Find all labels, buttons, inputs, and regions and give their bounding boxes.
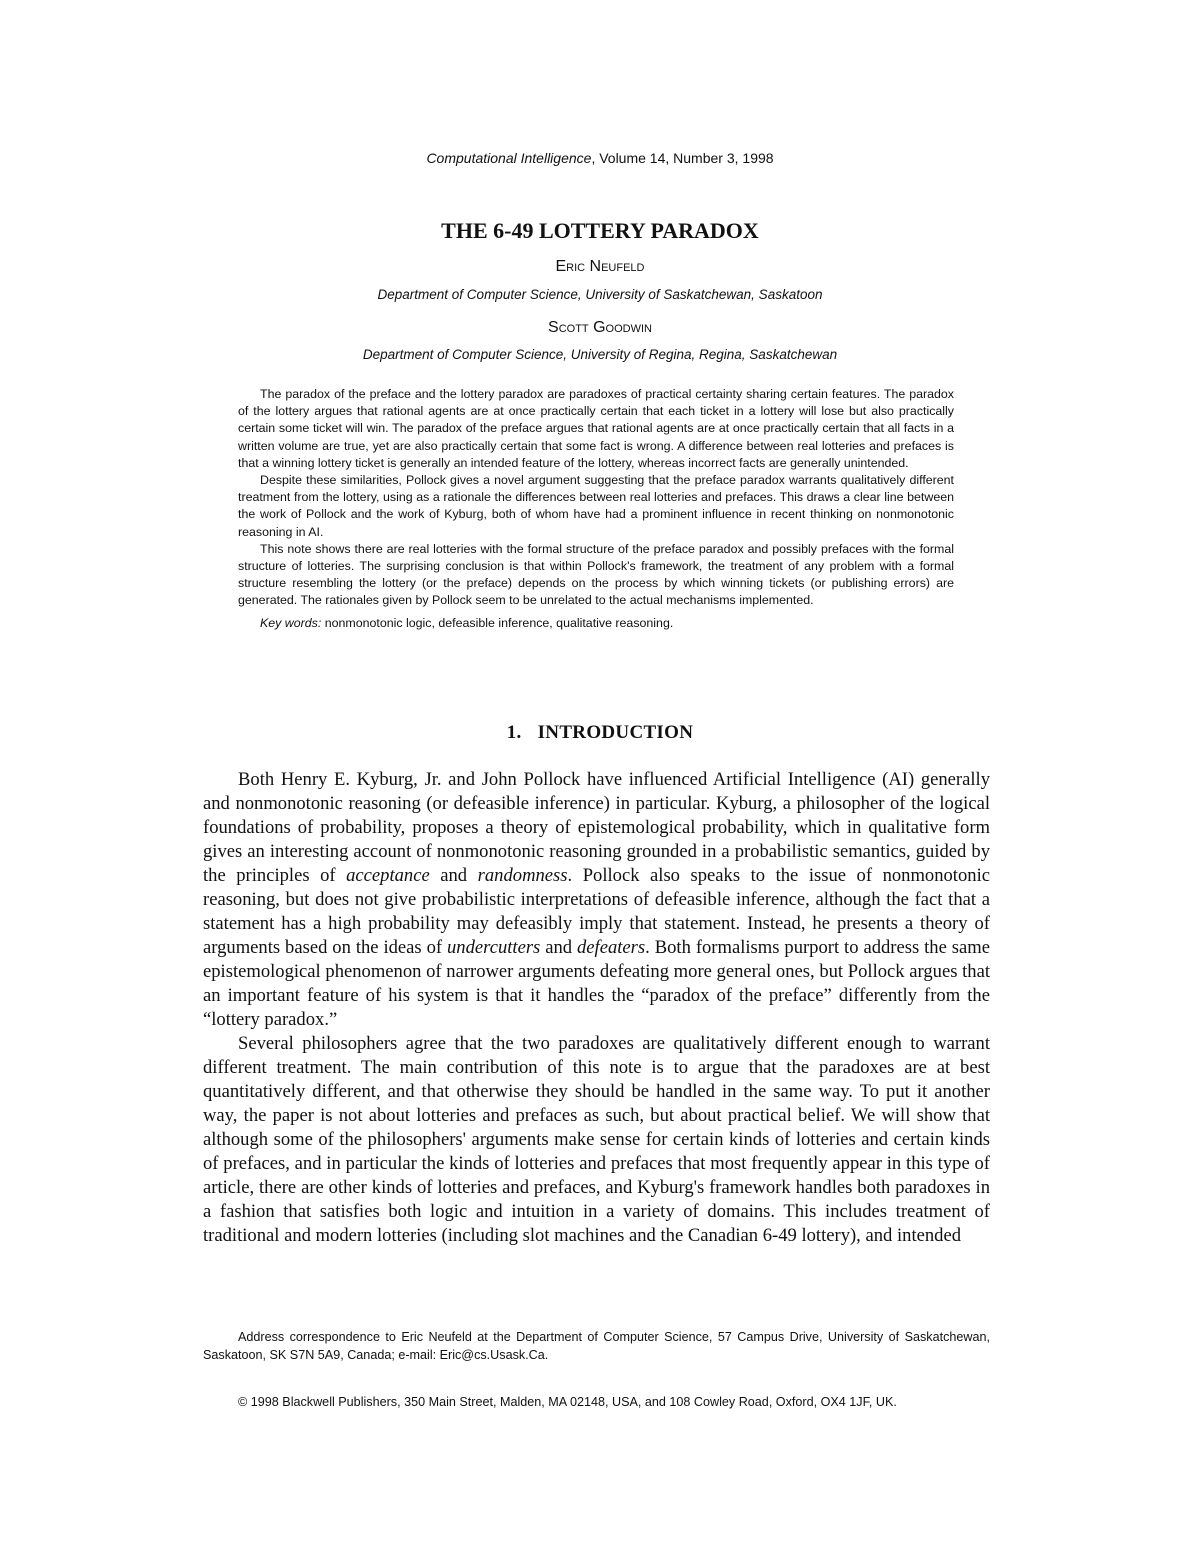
journal-details: , Volume 14, Number 3, 1998 bbox=[591, 150, 774, 166]
author-name: Eric Neufeld bbox=[555, 258, 645, 275]
author-affiliation: Department of Computer Science, University of Regina, Regina, Saskatchewan bbox=[362, 347, 838, 362]
keywords bbox=[238, 615, 954, 632]
journal-header bbox=[0, 150, 1200, 166]
abstract bbox=[238, 386, 954, 632]
emphasis: randomness bbox=[477, 865, 568, 886]
body-paragraph: Several philosophers agree that the two paradoxes are qualitatively different enough to warrant different treatment. The main contribution of this note is to argue that the paradoxes are at best quantitatively different, and that otherwise they should be handled in the same way. To put it another way, the paper is not about lotteries and prefaces as such, but about practical belief. We will show that although some of the philosophers' arguments make sense for certain kinds of lotteries and certain kinds of prefaces, and in particular the kinds of lotteries and prefaces that most frequently appear in this type of article, there are other kinds of lotteries and prefaces, and Kyburg's framework handles both paradoxes in a fashion that satisfies both logic and intuition in a variety of domains. This includes treatment of traditional and modern lotteries (including slot machines and the Canadian 6-49 lottery), and intended bbox=[203, 1033, 990, 1246]
section-title: INTRODUCTION bbox=[537, 722, 694, 743]
author-name: Scott Goodwin bbox=[548, 319, 652, 336]
author-affiliation: Department of Computer Science, University of Saskatchewan, Saskatoon bbox=[377, 287, 823, 302]
keywords-list: nonmonotonic logic, defeasible inference, qualitative reasoning. bbox=[321, 615, 674, 630]
body-text-run: and bbox=[429, 865, 478, 886]
abstract-paragraph: This note shows there are real lotteries with the formal structure of the preface paradox and possibly prefaces with the formal structure of lotteries. The surprising conclusion is that within Pollock's framework, the treatment of any problem with a formal structure resembling the lottery (or the preface) depends on the process by which winning tickets (or publishing errors) are generated. The rationales given by Pollock seem to be unrelated to the actual mechanisms implemented. bbox=[238, 541, 954, 608]
section-heading bbox=[0, 722, 1200, 744]
body-text-run: Both Henry E. Kyburg, Jr. and John Pollock have influenced Artificial Intelligence (AI) generally and nonmonotonic reasoning (or defeasible inference) in particular. Kyburg, a philosopher of the logical foundations of probability, proposes a theory of epistemological probability, which in qualitative form gives an interesting account of nonmonotonic reasoning grounded in a probabilistic semantics, guided by the principles of bbox=[203, 769, 990, 886]
copyright-notice: © 1998 Blackwell Publishers, 350 Main Street, Malden, MA 02148, USA, and 108 Cowley Road, Oxford, OX4 1JF, UK. bbox=[238, 1395, 897, 1409]
abstract-paragraph: Despite these similarities, Pollock gives a novel argument suggesting that the preface paradox warrants qualitatively different treatment from the lottery, using as a rationale the differences between real lotteries and prefaces. This draws a clear line between the work of Pollock and the work of Kyburg, both of whom have had a prominent influence in recent thinking on nonmonotonic reasoning in AI. bbox=[238, 473, 954, 539]
body-text-run: . Both formalisms purport to address the same epistemological phenomenon of narrower arguments defeating more general ones, but Pollock argues that an important feature of his system is that it handles the “paradox of the preface” differently from the “lottery paradox.” bbox=[203, 937, 990, 1030]
section-number: 1. bbox=[506, 722, 522, 743]
emphasis: acceptance bbox=[346, 865, 430, 886]
body-text bbox=[203, 768, 990, 1248]
keywords-label: Key words: bbox=[260, 615, 322, 630]
body-text-run: and bbox=[540, 937, 577, 958]
journal-name: Computational Intelligence bbox=[426, 150, 592, 166]
body-text-run: . Pollock also speaks to the issue of nonmonotonic reasoning, but does not give probabilistic interpretations of defeasible inference, although the fact that a statement has a high probability may defeasibly imply that statement. Instead, he presents a theory of arguments based on the ideas of bbox=[203, 865, 990, 958]
emphasis: undercutters bbox=[447, 937, 541, 958]
body-paragraph bbox=[203, 768, 990, 1032]
paper-title: THE 6-49 LOTTERY PARADOX bbox=[441, 218, 759, 243]
footnote: Address correspondence to Eric Neufeld at the Department of Computer Science, 57 Campus Drive, University of Saskatchewan, Saskatoon, SK S7N 5A9, Canada; e-mail: Eric@cs.Usask.Ca. bbox=[203, 1330, 990, 1362]
emphasis: defeaters bbox=[577, 937, 646, 958]
abstract-paragraph: The paradox of the preface and the lottery paradox are paradoxes of practical certainty sharing certain features. The paradox of the lottery argues that rational agents are at once practically certain that each ticket in a lottery will lose but also practically certain some ticket will win. The paradox of the preface argues that rational agents are at once practically certain that all facts in a written volume are true, yet are also practically certain that some fact is wrong. A difference between real lotteries and prefaces is that a winning lottery ticket is generally an intended feature of the lottery, whereas incorrect facts are generally unintended. bbox=[238, 387, 954, 470]
